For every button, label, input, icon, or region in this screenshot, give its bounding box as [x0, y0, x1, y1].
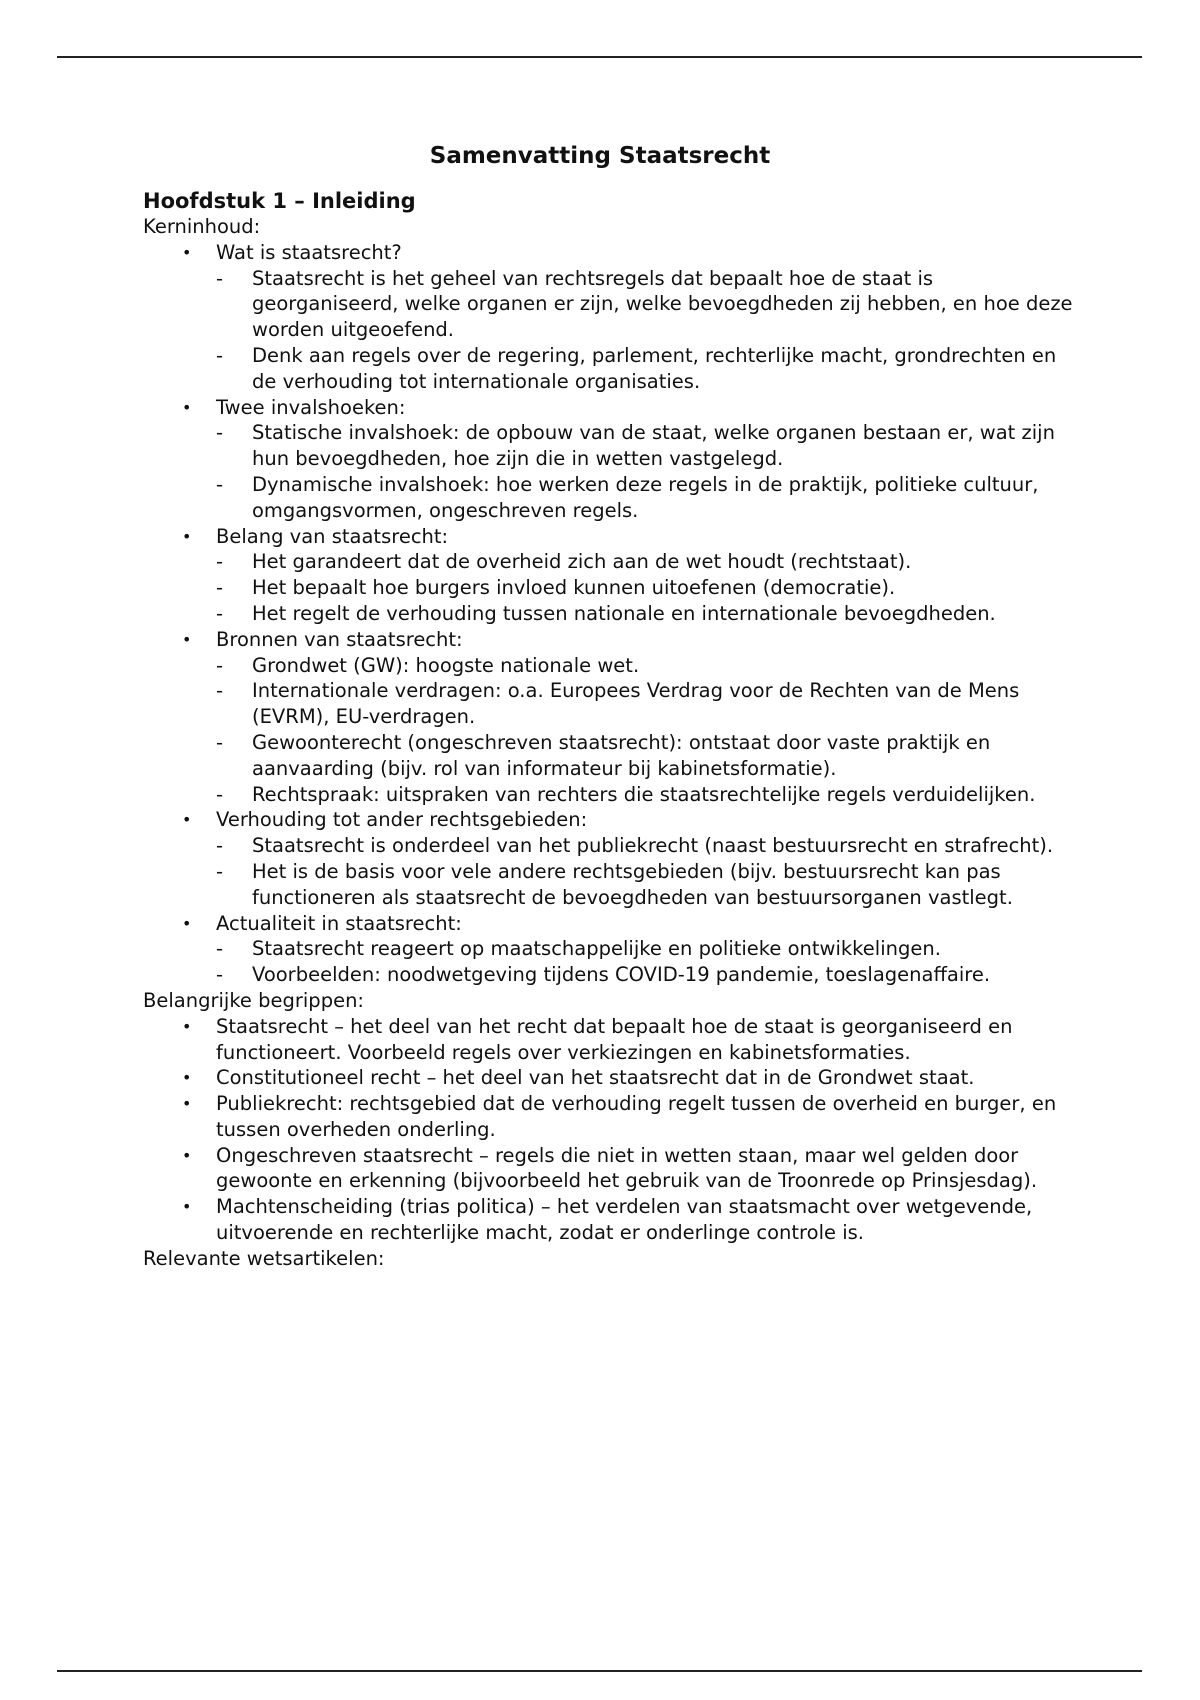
bullet-icon: •	[182, 629, 192, 649]
sub-list	[216, 549, 1073, 626]
list-item	[182, 807, 1073, 910]
bullet-icon: •	[182, 913, 192, 933]
sub-list	[216, 653, 1073, 808]
list-item	[216, 472, 1073, 524]
term-text: Staatsrecht – het deel van het recht dat bepaalt hoe de staat is georganiseerd en functioneert. Voorbeeld regels over verkiezingen en kabinetsformaties.	[216, 1014, 1013, 1064]
term-text: Constitutioneel recht – het deel van het staatsrecht dat in de Grondwet staat.	[216, 1066, 975, 1090]
dash-icon: -	[216, 601, 224, 625]
list-item	[182, 1014, 1073, 1066]
topic-label: Bronnen van staatsrecht:	[216, 627, 463, 651]
dash-icon: -	[216, 782, 224, 806]
list-item	[216, 962, 1073, 988]
wetsartikelen-label: Relevante wetsartikelen:	[143, 1246, 385, 1270]
point-text: Het garandeert dat de overheid zich aan de wet houdt (rechtstaat).	[252, 550, 912, 574]
bullet-icon: •	[182, 1068, 192, 1088]
point-text: Dynamische invalshoek: hoe werken deze regels in de praktijk, politieke cultuur, omgangsvormen, ongeschreven regels.	[252, 472, 1039, 522]
point-text: Rechtspraak: uitspraken van rechters die staatsrechtelijke regels verduidelijken.	[252, 782, 1036, 806]
term-text: Publiekrecht: rechtsgebied dat de verhouding regelt tussen de overheid en burger, en tussen overheden onderling.	[216, 1092, 1057, 1141]
dash-icon: -	[216, 472, 224, 496]
dash-icon: -	[216, 266, 224, 290]
list-item	[182, 1194, 1073, 1246]
begrippen-label: Belangrijke begrippen:	[143, 988, 364, 1012]
topic-label: Belang van staatsrecht:	[216, 524, 449, 548]
list-item	[216, 730, 1073, 782]
bullet-icon: •	[182, 810, 192, 830]
bullet-icon: •	[182, 242, 192, 262]
bullet-icon: •	[182, 1094, 192, 1114]
point-text: Staatsrecht reageert op maatschappelijke en politieke ontwikkelingen.	[252, 937, 941, 961]
list-item	[182, 627, 1073, 808]
topic-label: Actualiteit in staatsrecht:	[216, 911, 462, 935]
list-item	[216, 266, 1073, 343]
point-text: Staatsrecht is het geheel van rechtsregels dat bepaalt hoe de staat is georganiseerd, welke organen er zijn, welke bevoegdheden zij hebben, en hoe deze worden uitgeoefend.	[252, 266, 1073, 342]
list-item	[216, 833, 1073, 859]
list-item	[182, 1091, 1073, 1143]
list-item	[216, 782, 1073, 808]
bullet-icon: •	[182, 1197, 192, 1217]
dash-icon: -	[216, 730, 224, 754]
dash-icon: -	[216, 679, 224, 703]
point-text: Staatsrecht is onderdeel van het publiekrecht (naast bestuursrecht en strafrecht).	[252, 834, 1054, 858]
sub-list	[216, 266, 1073, 395]
bullet-icon: •	[182, 1016, 192, 1036]
point-text: Het bepaalt hoe burgers invloed kunnen uitoefenen (democratie).	[252, 576, 896, 600]
bullet-icon: •	[182, 1145, 192, 1165]
term-text: Machtenscheiding (trias politica) – het verdelen van staatsmacht over wetgevende, uitvoerende en rechterlijke macht, zodat er onderlinge controle is.	[216, 1195, 1033, 1245]
list-item	[216, 859, 1073, 911]
point-text: Het is de basis voor vele andere rechtsgebieden (bijv. bestuursrecht kan pas functioneren als staatsrecht de bevoegdheden van bestuursorganen vastlegt.	[252, 859, 1013, 909]
dash-icon: -	[216, 937, 224, 961]
list-item	[216, 575, 1073, 601]
header-rule	[57, 56, 1142, 58]
kerninhoud-list	[143, 240, 1073, 988]
dash-icon: -	[216, 550, 224, 574]
list-item	[216, 678, 1073, 730]
list-item	[182, 1143, 1073, 1195]
topic-label: Twee invalshoeken:	[216, 395, 406, 419]
chapter-heading: Hoofdstuk 1 – Inleiding	[143, 189, 416, 213]
point-text: Het regelt de verhouding tussen nationale en internationale bevoegdheden.	[252, 601, 996, 625]
point-text: Internationale verdragen: o.a. Europees Verdrag voor de Rechten van de Mens (EVRM), EU-verdragen.	[252, 679, 1020, 729]
sub-list	[216, 420, 1073, 523]
list-item	[216, 420, 1073, 472]
sub-list	[216, 936, 1073, 988]
list-item	[216, 343, 1073, 395]
begrippen-list	[143, 1014, 1073, 1246]
point-text: Statische invalshoek: de opbouw van de staat, welke organen bestaan er, wat zijn hun bevoegdheden, hoe zijn die in wetten vastgelegd.	[252, 421, 1055, 471]
bullet-icon: •	[182, 397, 192, 417]
document-body	[143, 188, 1073, 1272]
list-item	[182, 240, 1073, 395]
list-item	[216, 653, 1073, 679]
list-item	[182, 911, 1073, 988]
bullet-icon: •	[182, 526, 192, 546]
topic-label: Verhouding tot ander rechtsgebieden:	[216, 808, 588, 832]
point-text: Voorbeelden: noodwetgeving tijdens COVID-19 pandemie, toeslagenaffaire.	[252, 963, 991, 987]
dash-icon: -	[216, 859, 224, 883]
list-item	[182, 395, 1073, 524]
list-item	[216, 601, 1073, 627]
topic-label: Wat is staatsrecht?	[216, 240, 402, 264]
dash-icon: -	[216, 834, 224, 858]
list-item	[182, 524, 1073, 627]
sub-list	[216, 833, 1073, 910]
point-text: Grondwet (GW): hoogste nationale wet.	[252, 653, 640, 677]
dash-icon: -	[216, 653, 224, 677]
list-item	[216, 936, 1073, 962]
dash-icon: -	[216, 343, 224, 367]
point-text: Gewoonterecht (ongeschreven staatsrecht): ontstaat door vaste praktijk en aanvaarding (bijv. rol van informateur bij kabinetsformatie).	[252, 730, 991, 780]
dash-icon: -	[216, 421, 224, 445]
term-text: Ongeschreven staatsrecht – regels die niet in wetten staan, maar wel gelden door gewoonte en erkenning (bijvoorbeeld het gebruik van de Troonrede op Prinsjesdag).	[216, 1143, 1038, 1193]
kerninhoud-label: Kerninhoud:	[143, 215, 261, 238]
list-item	[216, 549, 1073, 575]
footer-rule	[57, 1670, 1142, 1672]
list-item	[182, 1065, 1073, 1091]
point-text: Denk aan regels over de regering, parlement, rechterlijke macht, grondrechten en de verhouding tot internationale organisaties.	[252, 343, 1057, 393]
dash-icon: -	[216, 576, 224, 600]
page-title: Samenvatting Staatsrecht	[429, 143, 771, 169]
dash-icon: -	[216, 963, 224, 987]
